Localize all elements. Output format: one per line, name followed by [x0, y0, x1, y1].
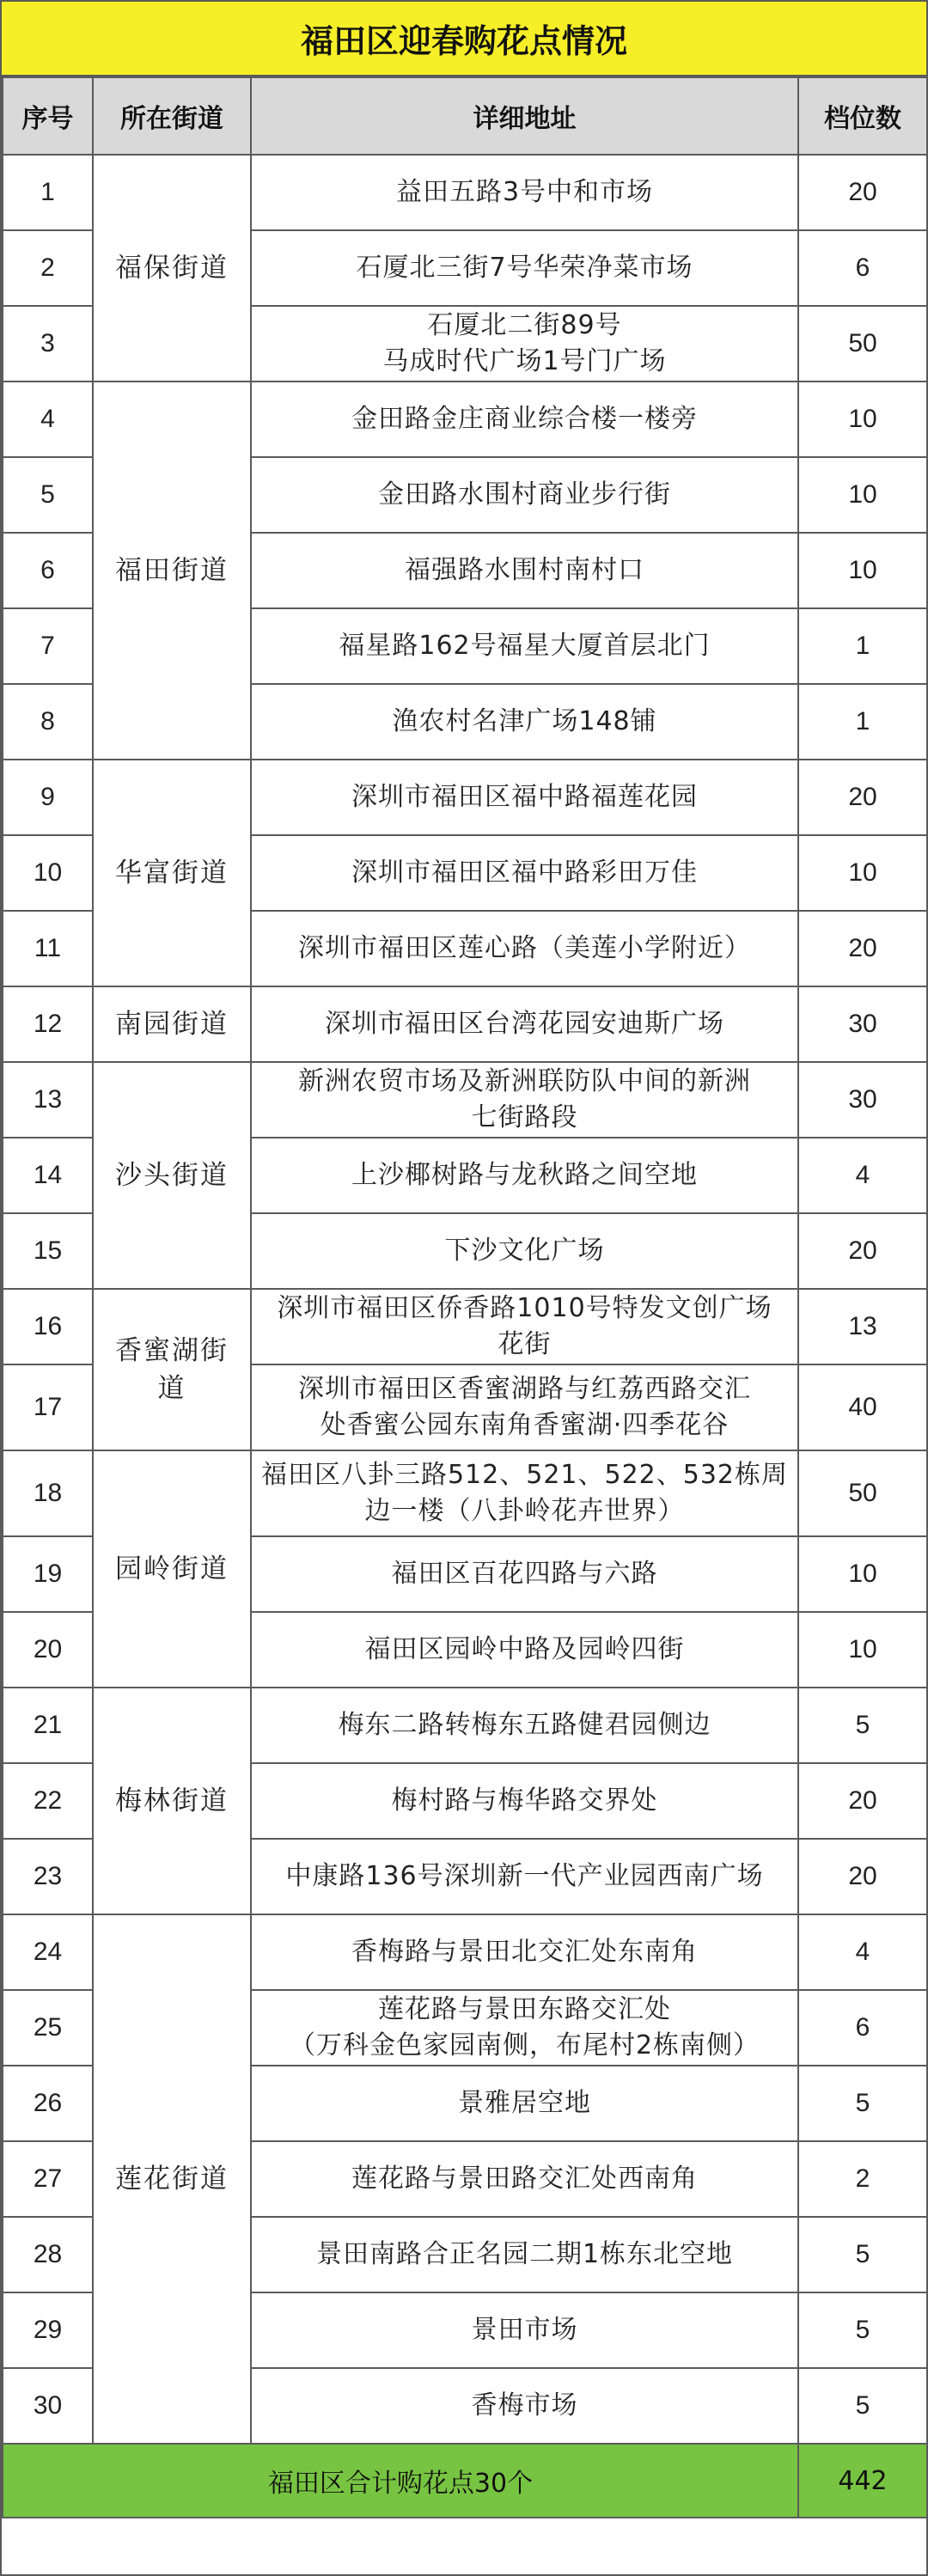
address-line: 马成时代广场1号门广场 — [382, 346, 667, 376]
table-body — [3, 155, 927, 2518]
stall-count: 6 — [798, 230, 927, 306]
stall-count: 20 — [798, 155, 927, 230]
street-cell — [93, 1289, 251, 1450]
row-seq: 21 — [3, 1688, 93, 1763]
table-row — [3, 986, 927, 1062]
address-cell — [251, 230, 798, 306]
header-row — [3, 77, 927, 155]
stall-count: 50 — [798, 1450, 927, 1536]
street-cell: 园岭街道 — [93, 1450, 251, 1688]
table-row — [3, 382, 927, 457]
stall-count: 30 — [798, 1062, 927, 1138]
address-cell — [251, 1062, 798, 1138]
address-line: 深圳市福田区福中路福莲花园 — [351, 782, 698, 812]
address-cell — [251, 2066, 798, 2141]
header-street: 所在街道 — [93, 77, 251, 155]
stall-count: 5 — [798, 2368, 927, 2444]
stall-count: 13 — [798, 1289, 927, 1364]
header-seq: 序号 — [3, 77, 93, 155]
row-seq: 19 — [3, 1536, 93, 1612]
row-seq: 29 — [3, 2292, 93, 2368]
flower-points-table — [2, 76, 928, 2518]
row-seq: 5 — [3, 457, 93, 533]
address-line: 下沙文化广场 — [444, 1236, 605, 1266]
address-cell — [251, 1450, 798, 1536]
row-seq: 26 — [3, 2066, 93, 2141]
row-seq: 1 — [3, 155, 93, 230]
row-seq: 27 — [3, 2141, 93, 2217]
address-cell — [251, 2141, 798, 2217]
table-title: 福田区迎春购花点情况 — [2, 2, 926, 76]
stall-count: 5 — [798, 1688, 927, 1763]
row-seq: 11 — [3, 911, 93, 986]
row-seq: 8 — [3, 684, 93, 760]
stall-count: 20 — [798, 1763, 927, 1839]
row-seq: 14 — [3, 1138, 93, 1213]
row-seq: 30 — [3, 2368, 93, 2444]
address-line: 处香蜜公园东南角香蜜湖·四季花谷 — [320, 1410, 730, 1440]
row-seq: 17 — [3, 1364, 93, 1450]
address-cell — [251, 1364, 798, 1450]
address-line: 深圳市福田区香蜜湖路与红荔西路交汇 — [298, 1374, 751, 1404]
street-cell: 沙头街道 — [93, 1062, 251, 1289]
row-seq: 12 — [3, 986, 93, 1062]
address-line: 梅东二路转梅东五路健君园侧边 — [338, 1710, 711, 1740]
stall-count: 4 — [798, 1914, 927, 1990]
address-cell — [251, 306, 798, 382]
address-line: 深圳市福田区台湾花园安迪斯广场 — [325, 1009, 724, 1039]
address-line: 花街 — [498, 1329, 552, 1359]
address-line: 七街路段 — [471, 1102, 578, 1132]
stall-count: 20 — [798, 1839, 927, 1914]
address-line: 渔农村名津广场148铺 — [392, 706, 657, 736]
street-cell: 梅林街道 — [93, 1688, 251, 1914]
address-cell — [251, 155, 798, 230]
address-cell — [251, 760, 798, 835]
address-line: 中康路136号深圳新一代产业园西南广场 — [285, 1861, 764, 1891]
row-seq: 13 — [3, 1062, 93, 1138]
address-line: 金田路水围村商业步行街 — [378, 479, 671, 510]
row-seq: 25 — [3, 1990, 93, 2066]
address-cell — [251, 1612, 798, 1688]
address-line: 福田区百花四路与六路 — [391, 1559, 658, 1589]
address-cell — [251, 986, 798, 1062]
address-cell — [251, 1763, 798, 1839]
stall-count: 5 — [798, 2217, 927, 2292]
row-seq: 9 — [3, 760, 93, 835]
address-line: 福田区八卦三路512、521、522、532栋周 — [260, 1460, 789, 1490]
address-cell — [251, 608, 798, 684]
stall-count: 1 — [798, 608, 927, 684]
address-line: （万科金色家园南侧，布尾村2栋南侧） — [289, 2030, 760, 2060]
address-line: 新洲农贸市场及新洲联防队中间的新洲 — [298, 1066, 751, 1096]
address-cell — [251, 1839, 798, 1914]
address-cell — [251, 911, 798, 986]
row-seq: 4 — [3, 382, 93, 457]
address-line: 福星路162号福星大厦首层北门 — [339, 631, 711, 661]
stall-count: 4 — [798, 1138, 927, 1213]
table-row — [3, 1688, 927, 1763]
address-line: 深圳市福田区莲心路（美莲小学附近） — [298, 933, 751, 963]
address-cell — [251, 533, 798, 608]
street-name-line: 香蜜湖街 — [115, 1335, 229, 1366]
table-row — [3, 1062, 927, 1138]
row-seq: 3 — [3, 306, 93, 382]
stall-count: 10 — [798, 457, 927, 533]
row-seq: 7 — [3, 608, 93, 684]
stall-count: 10 — [798, 1536, 927, 1612]
address-line: 莲花路与景田东路交汇处 — [378, 1994, 671, 2024]
row-seq: 16 — [3, 1289, 93, 1364]
address-cell — [251, 1914, 798, 1990]
address-cell — [251, 2292, 798, 2368]
total-stalls: 442 — [798, 2444, 927, 2518]
address-line: 香梅路与景田北交汇处东南角 — [351, 1937, 698, 1967]
row-seq: 15 — [3, 1213, 93, 1289]
address-cell — [251, 1536, 798, 1612]
row-seq: 6 — [3, 533, 93, 608]
address-cell — [251, 1990, 798, 2066]
stall-count: 20 — [798, 1213, 927, 1289]
address-cell — [251, 457, 798, 533]
stall-count: 20 — [798, 760, 927, 835]
address-cell — [251, 382, 798, 457]
address-line: 景田市场 — [471, 2315, 578, 2345]
address-line: 深圳市福田区福中路彩田万佳 — [351, 858, 698, 888]
table-row — [3, 1450, 927, 1536]
street-name-line: 道 — [157, 1373, 186, 1404]
stall-count: 10 — [798, 1612, 927, 1688]
street-cell: 南园街道 — [93, 986, 251, 1062]
row-seq: 24 — [3, 1914, 93, 1990]
address-line: 金田路金庄商业综合楼一楼旁 — [351, 404, 698, 434]
stall-count: 50 — [798, 306, 927, 382]
address-line: 梅村路与梅华路交界处 — [391, 1785, 658, 1816]
stall-count: 5 — [798, 2066, 927, 2141]
total-row — [3, 2444, 927, 2518]
address-line: 石厦北三街7号华荣净菜市场 — [356, 253, 693, 283]
address-cell — [251, 1688, 798, 1763]
address-line: 福强路水围村南村口 — [405, 555, 644, 585]
stall-count: 1 — [798, 684, 927, 760]
address-cell — [251, 684, 798, 760]
address-cell — [251, 1213, 798, 1289]
table-row — [3, 1914, 927, 1990]
address-line: 莲花路与景田路交汇处西南角 — [351, 2164, 698, 2194]
header-address: 详细地址 — [251, 77, 798, 155]
address-line: 香梅市场 — [471, 2390, 578, 2420]
address-cell — [251, 1138, 798, 1213]
street-cell: 莲花街道 — [93, 1914, 251, 2444]
stall-count: 40 — [798, 1364, 927, 1450]
stall-count: 5 — [798, 2292, 927, 2368]
address-line: 景雅居空地 — [458, 2088, 591, 2118]
table-row — [3, 760, 927, 835]
header-stalls: 档位数 — [798, 77, 927, 155]
street-cell: 华富街道 — [93, 760, 251, 986]
stall-count: 20 — [798, 911, 927, 986]
street-cell: 福保街道 — [93, 155, 251, 382]
address-cell — [251, 835, 798, 911]
stall-count: 10 — [798, 533, 927, 608]
address-cell — [251, 2217, 798, 2292]
row-seq: 10 — [3, 835, 93, 911]
row-seq: 18 — [3, 1450, 93, 1536]
stall-count: 6 — [798, 1990, 927, 2066]
street-cell: 福田街道 — [93, 382, 251, 760]
row-seq: 23 — [3, 1839, 93, 1914]
table-row — [3, 1289, 927, 1364]
address-line: 福田区园岭中路及园岭四街 — [364, 1634, 685, 1664]
table-row — [3, 155, 927, 230]
row-seq: 20 — [3, 1612, 93, 1688]
address-line: 上沙椰树路与龙秋路之间空地 — [351, 1160, 698, 1190]
stall-count: 30 — [798, 986, 927, 1062]
row-seq: 22 — [3, 1763, 93, 1839]
address-line: 景田南路合正名园二期1栋东北空地 — [315, 2239, 734, 2269]
total-label: 福田区合计购花点30个 — [3, 2444, 798, 2518]
address-line: 石厦北二街89号 — [427, 310, 622, 340]
row-seq: 2 — [3, 230, 93, 306]
stall-count: 10 — [798, 835, 927, 911]
stall-count: 10 — [798, 382, 927, 457]
stall-count: 2 — [798, 2141, 927, 2217]
row-seq: 28 — [3, 2217, 93, 2292]
address-cell — [251, 2368, 798, 2444]
address-line: 益田五路3号中和市场 — [395, 177, 654, 207]
address-cell — [251, 1289, 798, 1364]
address-line: 边一楼（八卦岭花卉世界） — [364, 1496, 685, 1526]
address-line: 深圳市福田区侨香路1010号特发文创广场 — [277, 1293, 772, 1323]
